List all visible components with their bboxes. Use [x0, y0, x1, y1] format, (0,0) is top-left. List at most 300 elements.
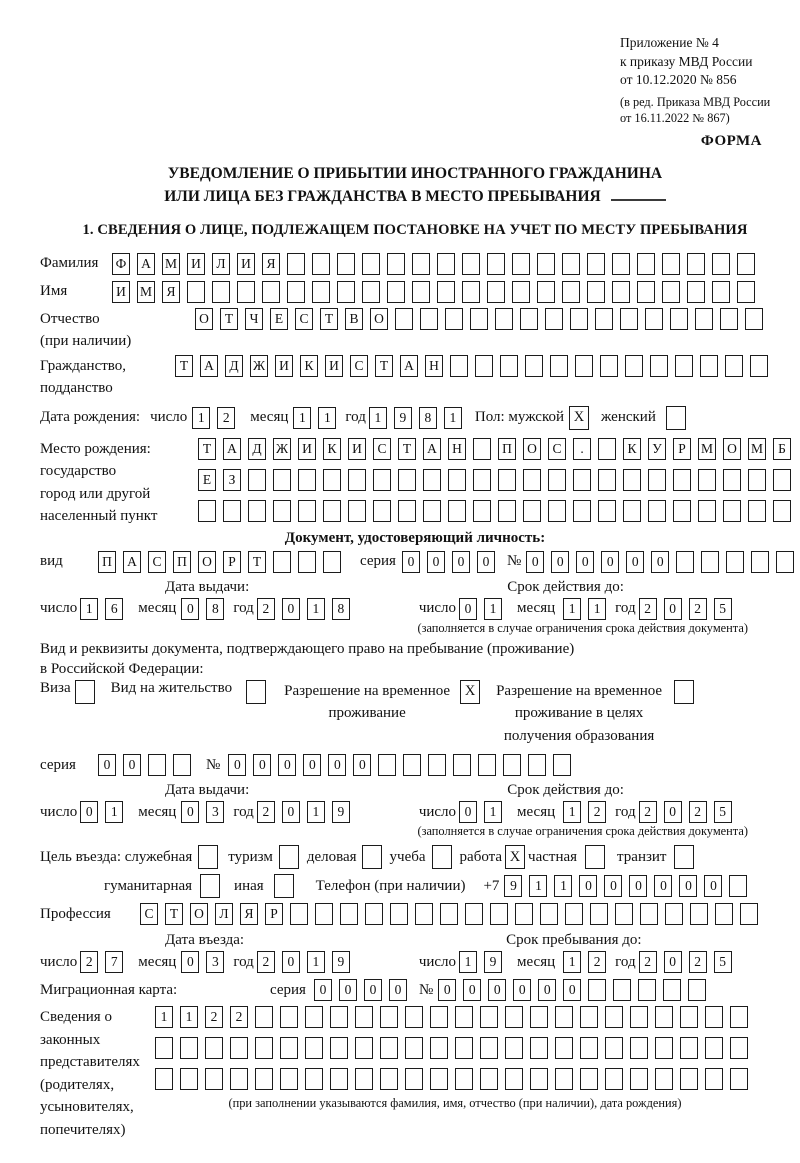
char-cell[interactable]: [470, 308, 488, 330]
char-cell[interactable]: [512, 253, 530, 275]
char-cell[interactable]: Д: [248, 438, 266, 460]
char-cell[interactable]: 0: [563, 979, 581, 1001]
char-cell[interactable]: 1: [563, 951, 581, 973]
char-cell[interactable]: Я: [240, 903, 258, 925]
char-cell[interactable]: [180, 1068, 198, 1090]
char-cell[interactable]: [255, 1037, 273, 1059]
char-cell[interactable]: 9: [332, 951, 350, 973]
char-cell[interactable]: [580, 1068, 598, 1090]
char-cell[interactable]: [337, 253, 355, 275]
char-cell[interactable]: 0: [339, 979, 357, 1001]
char-cell[interactable]: [723, 469, 741, 491]
char-cell[interactable]: 0: [551, 551, 569, 573]
char-cell[interactable]: М: [137, 281, 155, 303]
visa-checkbox[interactable]: [75, 680, 95, 704]
char-cell[interactable]: Б: [773, 438, 791, 460]
char-cell[interactable]: [598, 438, 616, 460]
char-cell[interactable]: [280, 1006, 298, 1028]
char-cell[interactable]: 1: [444, 407, 462, 429]
char-cell[interactable]: [598, 469, 616, 491]
char-cell[interactable]: [337, 281, 355, 303]
char-cell[interactable]: [495, 308, 513, 330]
char-cell[interactable]: К: [623, 438, 641, 460]
char-cell[interactable]: [655, 1037, 673, 1059]
char-cell[interactable]: Я: [262, 253, 280, 275]
char-cell[interactable]: П: [173, 551, 191, 573]
char-cell[interactable]: [373, 469, 391, 491]
char-cell[interactable]: С: [295, 308, 313, 330]
char-cell[interactable]: [748, 500, 766, 522]
char-cell[interactable]: [148, 754, 166, 776]
char-cell[interactable]: [645, 308, 663, 330]
char-cell[interactable]: [198, 500, 216, 522]
char-cell[interactable]: [715, 903, 733, 925]
char-cell[interactable]: [587, 281, 605, 303]
char-cell[interactable]: [255, 1006, 273, 1028]
char-cell[interactable]: 0: [651, 551, 669, 573]
char-cell[interactable]: 2: [257, 598, 275, 620]
char-cell[interactable]: [553, 754, 571, 776]
char-cell[interactable]: [680, 1037, 698, 1059]
char-cell[interactable]: О: [195, 308, 213, 330]
char-cell[interactable]: [573, 469, 591, 491]
char-cell[interactable]: 0: [278, 754, 296, 776]
char-cell[interactable]: [448, 500, 466, 522]
char-cell[interactable]: 1: [588, 598, 606, 620]
char-cell[interactable]: 0: [253, 754, 271, 776]
char-cell[interactable]: [537, 281, 555, 303]
char-cell[interactable]: [290, 903, 308, 925]
char-cell[interactable]: [705, 1037, 723, 1059]
char-cell[interactable]: [473, 469, 491, 491]
char-cell[interactable]: А: [223, 438, 241, 460]
char-cell[interactable]: [462, 281, 480, 303]
char-cell[interactable]: Т: [375, 355, 393, 377]
char-cell[interactable]: [655, 1068, 673, 1090]
char-cell[interactable]: 0: [477, 551, 495, 573]
char-cell[interactable]: [588, 979, 606, 1001]
char-cell[interactable]: [473, 438, 491, 460]
char-cell[interactable]: [623, 469, 641, 491]
char-cell[interactable]: С: [373, 438, 391, 460]
char-cell[interactable]: [505, 1068, 523, 1090]
char-cell[interactable]: 6: [105, 598, 123, 620]
char-cell[interactable]: [523, 500, 541, 522]
char-cell[interactable]: [155, 1037, 173, 1059]
char-cell[interactable]: И: [325, 355, 343, 377]
char-cell[interactable]: Т: [248, 551, 266, 573]
char-cell[interactable]: [423, 500, 441, 522]
char-cell[interactable]: 0: [389, 979, 407, 1001]
char-cell[interactable]: [355, 1068, 373, 1090]
char-cell[interactable]: [555, 1068, 573, 1090]
char-cell[interactable]: [173, 754, 191, 776]
char-cell[interactable]: [280, 1068, 298, 1090]
char-cell[interactable]: И: [275, 355, 293, 377]
char-cell[interactable]: [565, 903, 583, 925]
sex-male-checkbox[interactable]: X: [569, 406, 589, 430]
char-cell[interactable]: 0: [679, 875, 697, 897]
char-cell[interactable]: Ч: [245, 308, 263, 330]
char-cell[interactable]: 1: [369, 407, 387, 429]
char-cell[interactable]: [287, 281, 305, 303]
char-cell[interactable]: О: [370, 308, 388, 330]
char-cell[interactable]: 0: [80, 801, 98, 823]
char-cell[interactable]: И: [187, 253, 205, 275]
char-cell[interactable]: [575, 355, 593, 377]
char-cell[interactable]: 0: [604, 875, 622, 897]
char-cell[interactable]: [730, 1006, 748, 1028]
char-cell[interactable]: [595, 308, 613, 330]
char-cell[interactable]: .: [573, 438, 591, 460]
char-cell[interactable]: [462, 253, 480, 275]
purpose-work-checkbox[interactable]: X: [505, 845, 525, 869]
char-cell[interactable]: [773, 500, 791, 522]
char-cell[interactable]: 1: [307, 951, 325, 973]
purpose-humanitarian-checkbox[interactable]: [200, 874, 220, 898]
char-cell[interactable]: 0: [576, 551, 594, 573]
purpose-business-checkbox[interactable]: [362, 845, 382, 869]
char-cell[interactable]: А: [137, 253, 155, 275]
char-cell[interactable]: [690, 903, 708, 925]
char-cell[interactable]: [712, 253, 730, 275]
char-cell[interactable]: 0: [438, 979, 456, 1001]
temp-residence-checkbox[interactable]: X: [460, 680, 480, 704]
char-cell[interactable]: [473, 500, 491, 522]
char-cell[interactable]: [315, 903, 333, 925]
char-cell[interactable]: [380, 1068, 398, 1090]
char-cell[interactable]: [305, 1037, 323, 1059]
char-cell[interactable]: [395, 308, 413, 330]
char-cell[interactable]: 2: [257, 951, 275, 973]
char-cell[interactable]: 0: [664, 801, 682, 823]
char-cell[interactable]: 0: [364, 979, 382, 1001]
char-cell[interactable]: [455, 1068, 473, 1090]
char-cell[interactable]: [390, 903, 408, 925]
char-cell[interactable]: [330, 1037, 348, 1059]
char-cell[interactable]: 2: [217, 407, 235, 429]
char-cell[interactable]: 0: [452, 551, 470, 573]
char-cell[interactable]: [612, 281, 630, 303]
char-cell[interactable]: 0: [402, 551, 420, 573]
char-cell[interactable]: [378, 754, 396, 776]
char-cell[interactable]: 1: [307, 598, 325, 620]
char-cell[interactable]: Т: [220, 308, 238, 330]
char-cell[interactable]: 1: [80, 598, 98, 620]
char-cell[interactable]: [705, 1068, 723, 1090]
char-cell[interactable]: 0: [282, 598, 300, 620]
char-cell[interactable]: [262, 281, 280, 303]
char-cell[interactable]: [700, 355, 718, 377]
char-cell[interactable]: [687, 253, 705, 275]
char-cell[interactable]: Л: [215, 903, 233, 925]
char-cell[interactable]: 0: [704, 875, 722, 897]
char-cell[interactable]: Л: [212, 253, 230, 275]
char-cell[interactable]: [455, 1037, 473, 1059]
char-cell[interactable]: [280, 1037, 298, 1059]
char-cell[interactable]: П: [498, 438, 516, 460]
char-cell[interactable]: [705, 1006, 723, 1028]
char-cell[interactable]: [355, 1037, 373, 1059]
char-cell[interactable]: [255, 1068, 273, 1090]
char-cell[interactable]: [630, 1037, 648, 1059]
char-cell[interactable]: [273, 469, 291, 491]
char-cell[interactable]: [648, 500, 666, 522]
char-cell[interactable]: [550, 355, 568, 377]
char-cell[interactable]: 1: [318, 407, 336, 429]
char-cell[interactable]: [430, 1037, 448, 1059]
char-cell[interactable]: 1: [459, 951, 477, 973]
char-cell[interactable]: Н: [425, 355, 443, 377]
char-cell[interactable]: [448, 469, 466, 491]
char-cell[interactable]: [273, 551, 291, 573]
char-cell[interactable]: [537, 253, 555, 275]
char-cell[interactable]: [298, 469, 316, 491]
char-cell[interactable]: [605, 1068, 623, 1090]
char-cell[interactable]: [490, 903, 508, 925]
char-cell[interactable]: [230, 1068, 248, 1090]
char-cell[interactable]: Т: [320, 308, 338, 330]
char-cell[interactable]: [570, 308, 588, 330]
char-cell[interactable]: [505, 1037, 523, 1059]
char-cell[interactable]: [412, 281, 430, 303]
char-cell[interactable]: 2: [689, 951, 707, 973]
char-cell[interactable]: [748, 469, 766, 491]
char-cell[interactable]: И: [298, 438, 316, 460]
char-cell[interactable]: Я: [162, 281, 180, 303]
char-cell[interactable]: [398, 469, 416, 491]
char-cell[interactable]: [405, 1068, 423, 1090]
char-cell[interactable]: [673, 469, 691, 491]
char-cell[interactable]: [305, 1068, 323, 1090]
char-cell[interactable]: 0: [328, 754, 346, 776]
char-cell[interactable]: [662, 253, 680, 275]
char-cell[interactable]: [420, 308, 438, 330]
char-cell[interactable]: [605, 1006, 623, 1028]
char-cell[interactable]: К: [300, 355, 318, 377]
char-cell[interactable]: [548, 500, 566, 522]
char-cell[interactable]: 0: [601, 551, 619, 573]
char-cell[interactable]: [573, 500, 591, 522]
char-cell[interactable]: [530, 1006, 548, 1028]
char-cell[interactable]: [423, 469, 441, 491]
char-cell[interactable]: [725, 355, 743, 377]
char-cell[interactable]: 8: [332, 598, 350, 620]
char-cell[interactable]: [387, 281, 405, 303]
char-cell[interactable]: И: [237, 253, 255, 275]
char-cell[interactable]: [450, 355, 468, 377]
char-cell[interactable]: 0: [579, 875, 597, 897]
char-cell[interactable]: [580, 1006, 598, 1028]
char-cell[interactable]: [665, 903, 683, 925]
char-cell[interactable]: [648, 469, 666, 491]
purpose-study-checkbox[interactable]: [432, 845, 452, 869]
char-cell[interactable]: [403, 754, 421, 776]
char-cell[interactable]: [723, 500, 741, 522]
char-cell[interactable]: [730, 1037, 748, 1059]
char-cell[interactable]: 0: [181, 951, 199, 973]
char-cell[interactable]: [212, 281, 230, 303]
char-cell[interactable]: [598, 500, 616, 522]
char-cell[interactable]: [498, 469, 516, 491]
char-cell[interactable]: 0: [353, 754, 371, 776]
temp-residence-education-checkbox[interactable]: [674, 680, 694, 704]
char-cell[interactable]: [237, 281, 255, 303]
char-cell[interactable]: [340, 903, 358, 925]
char-cell[interactable]: 0: [629, 875, 647, 897]
char-cell[interactable]: 8: [206, 598, 224, 620]
char-cell[interactable]: [287, 253, 305, 275]
char-cell[interactable]: [487, 253, 505, 275]
char-cell[interactable]: 1: [307, 801, 325, 823]
char-cell[interactable]: [745, 308, 763, 330]
char-cell[interactable]: [662, 281, 680, 303]
char-cell[interactable]: [750, 355, 768, 377]
char-cell[interactable]: 1: [529, 875, 547, 897]
char-cell[interactable]: 9: [332, 801, 350, 823]
char-cell[interactable]: Е: [270, 308, 288, 330]
char-cell[interactable]: [712, 281, 730, 303]
char-cell[interactable]: [412, 253, 430, 275]
char-cell[interactable]: 8: [419, 407, 437, 429]
char-cell[interactable]: А: [200, 355, 218, 377]
char-cell[interactable]: [487, 281, 505, 303]
char-cell[interactable]: 5: [714, 801, 732, 823]
char-cell[interactable]: [230, 1037, 248, 1059]
char-cell[interactable]: 2: [639, 801, 657, 823]
char-cell[interactable]: [405, 1037, 423, 1059]
char-cell[interactable]: 9: [504, 875, 522, 897]
char-cell[interactable]: [548, 469, 566, 491]
char-cell[interactable]: [730, 1068, 748, 1090]
char-cell[interactable]: [530, 1037, 548, 1059]
char-cell[interactable]: 1: [554, 875, 572, 897]
char-cell[interactable]: [528, 754, 546, 776]
char-cell[interactable]: Р: [223, 551, 241, 573]
char-cell[interactable]: [480, 1006, 498, 1028]
char-cell[interactable]: О: [198, 551, 216, 573]
char-cell[interactable]: [740, 903, 758, 925]
char-cell[interactable]: [180, 1037, 198, 1059]
char-cell[interactable]: [437, 253, 455, 275]
char-cell[interactable]: 0: [282, 801, 300, 823]
purpose-transit-checkbox[interactable]: [674, 845, 694, 869]
char-cell[interactable]: [365, 903, 383, 925]
char-cell[interactable]: 9: [484, 951, 502, 973]
purpose-other-checkbox[interactable]: [274, 874, 294, 898]
char-cell[interactable]: Д: [225, 355, 243, 377]
char-cell[interactable]: 2: [80, 951, 98, 973]
char-cell[interactable]: [205, 1037, 223, 1059]
char-cell[interactable]: [720, 308, 738, 330]
char-cell[interactable]: 2: [639, 951, 657, 973]
char-cell[interactable]: [323, 469, 341, 491]
char-cell[interactable]: 0: [664, 598, 682, 620]
char-cell[interactable]: 2: [257, 801, 275, 823]
char-cell[interactable]: У: [648, 438, 666, 460]
char-cell[interactable]: [273, 500, 291, 522]
char-cell[interactable]: [625, 355, 643, 377]
char-cell[interactable]: [680, 1006, 698, 1028]
char-cell[interactable]: [362, 253, 380, 275]
char-cell[interactable]: [737, 253, 755, 275]
char-cell[interactable]: И: [348, 438, 366, 460]
char-cell[interactable]: 2: [689, 598, 707, 620]
char-cell[interactable]: [776, 551, 794, 573]
char-cell[interactable]: П: [98, 551, 116, 573]
char-cell[interactable]: [688, 979, 706, 1001]
char-cell[interactable]: 0: [314, 979, 332, 1001]
char-cell[interactable]: О: [523, 438, 541, 460]
char-cell[interactable]: М: [162, 253, 180, 275]
char-cell[interactable]: [312, 281, 330, 303]
char-cell[interactable]: [398, 500, 416, 522]
char-cell[interactable]: [650, 355, 668, 377]
char-cell[interactable]: [348, 500, 366, 522]
char-cell[interactable]: [440, 903, 458, 925]
char-cell[interactable]: [523, 469, 541, 491]
char-cell[interactable]: 5: [714, 598, 732, 620]
char-cell[interactable]: О: [723, 438, 741, 460]
char-cell[interactable]: [615, 903, 633, 925]
char-cell[interactable]: [305, 1006, 323, 1028]
char-cell[interactable]: [223, 500, 241, 522]
char-cell[interactable]: 1: [155, 1006, 173, 1028]
char-cell[interactable]: 1: [180, 1006, 198, 1028]
char-cell[interactable]: 2: [230, 1006, 248, 1028]
purpose-official-checkbox[interactable]: [198, 845, 218, 869]
char-cell[interactable]: 3: [206, 951, 224, 973]
char-cell[interactable]: [248, 500, 266, 522]
char-cell[interactable]: [673, 500, 691, 522]
char-cell[interactable]: [600, 355, 618, 377]
char-cell[interactable]: [373, 500, 391, 522]
char-cell[interactable]: 2: [588, 801, 606, 823]
char-cell[interactable]: [680, 1068, 698, 1090]
char-cell[interactable]: [698, 469, 716, 491]
char-cell[interactable]: [737, 281, 755, 303]
char-cell[interactable]: [330, 1068, 348, 1090]
char-cell[interactable]: 0: [98, 754, 116, 776]
char-cell[interactable]: [637, 281, 655, 303]
char-cell[interactable]: И: [112, 281, 130, 303]
char-cell[interactable]: 0: [664, 951, 682, 973]
char-cell[interactable]: [545, 308, 563, 330]
char-cell[interactable]: С: [140, 903, 158, 925]
char-cell[interactable]: [580, 1037, 598, 1059]
char-cell[interactable]: Т: [398, 438, 416, 460]
char-cell[interactable]: [751, 551, 769, 573]
char-cell[interactable]: [623, 500, 641, 522]
char-cell[interactable]: 0: [303, 754, 321, 776]
char-cell[interactable]: [480, 1037, 498, 1059]
char-cell[interactable]: [355, 1006, 373, 1028]
char-cell[interactable]: [687, 281, 705, 303]
char-cell[interactable]: [475, 355, 493, 377]
char-cell[interactable]: 0: [626, 551, 644, 573]
char-cell[interactable]: [562, 253, 580, 275]
char-cell[interactable]: 1: [484, 598, 502, 620]
sex-female-checkbox[interactable]: [666, 406, 686, 430]
char-cell[interactable]: [380, 1037, 398, 1059]
char-cell[interactable]: [698, 500, 716, 522]
char-cell[interactable]: 1: [484, 801, 502, 823]
char-cell[interactable]: [637, 253, 655, 275]
char-cell[interactable]: 2: [689, 801, 707, 823]
char-cell[interactable]: [330, 1006, 348, 1028]
char-cell[interactable]: Р: [673, 438, 691, 460]
char-cell[interactable]: [387, 253, 405, 275]
